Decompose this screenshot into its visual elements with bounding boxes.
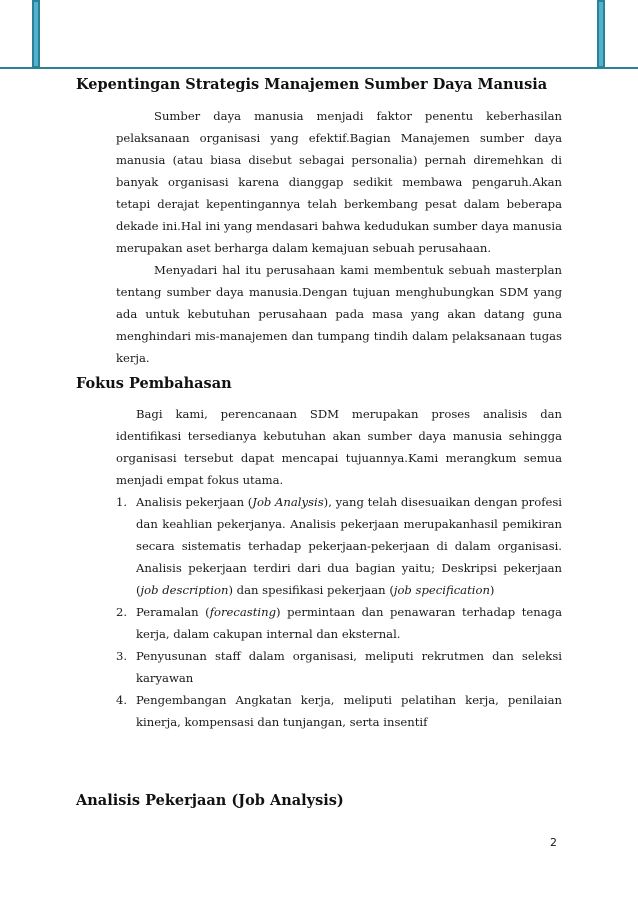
list-item: 1. Analisis pekerjaan (Job Analysis), yang telah disesuaikan dengan profesi dan keahlian pekerjanya. Analisis pekerjaan merupakanhasil pemikiran secara sistematis terhadap pekerjaan-pekerjaan di dalam organisasi. Analisis pekerjaan terdiri dari dua bagian yaitu; Deskripsi pekerjaan (job description) dan spesifikasi pekerjaan (job specification)	[116, 495, 562, 597]
header-bar-left	[32, 0, 40, 68]
section-body-fokus	[116, 403, 562, 733]
header-rule	[0, 67, 638, 69]
list-item: 2. Peramalan (forecasting) permintaan dan penawaran terhadap tenaga kerja, dalam cakupan internal dan eksternal.	[116, 605, 563, 641]
section-body-kepentingan	[116, 105, 562, 369]
focus-list	[116, 491, 562, 733]
page-number: 2	[550, 836, 557, 849]
section-heading-fokus: Fokus Pembahasan	[76, 375, 232, 392]
paragraph-2: Menyadari hal itu perusahaan kami membentuk sebuah masterplan tentang sumber daya manusia.Dengan tujuan menghubungkan SDM yang ada untuk kebutuhan perusahaan pada masa yang akan datang guna menghindari mis-manajemen dan tumpang tindih dalam pelaksanaan tugas kerja.	[116, 263, 562, 365]
section-heading-analisis: Analisis Pekerjaan (Job Analysis)	[76, 792, 344, 809]
header-bar-right	[597, 0, 605, 68]
section-heading-kepentingan: Kepentingan Strategis Manajemen Sumber Daya Manusia	[76, 76, 548, 93]
list-item: 4. Pengembangan Angkatan kerja, meliputi pelatihan kerja, penilaian kinerja, kompensasi dan tunjangan, serta insentif	[116, 693, 562, 729]
paragraph-intro: Bagi kami, perencanaan SDM merupakan proses analisis dan identifikasi tersedianya kebutuhan akan sumber daya manusia sehingga organisasi tersebut dapat mencapai tujuannya.Kami merangkum semua menjadi empat fokus utama.	[116, 407, 562, 487]
list-item: 3. Penyusunan staff dalam organisasi, meliputi rekrutmen dan seleksi karyawan	[116, 649, 562, 685]
paragraph-1: Sumber daya manusia menjadi faktor penentu keberhasilan pelaksanaan organisasi yang efektif.Bagian Manajemen sumber daya manusia (atau biasa disebut sebagai personalia) pernah diremehkan di banyak organisasi karena dianggap sedikit membawa pengaruh.Akan tetapi derajat kepentingannya telah berkembang pesat dalam beberapa dekade ini.Hal ini yang mendasari bahwa kedudukan sumber daya manusia merupakan aset berharga dalam kemajuan sebuah perusahaan.	[116, 109, 562, 255]
